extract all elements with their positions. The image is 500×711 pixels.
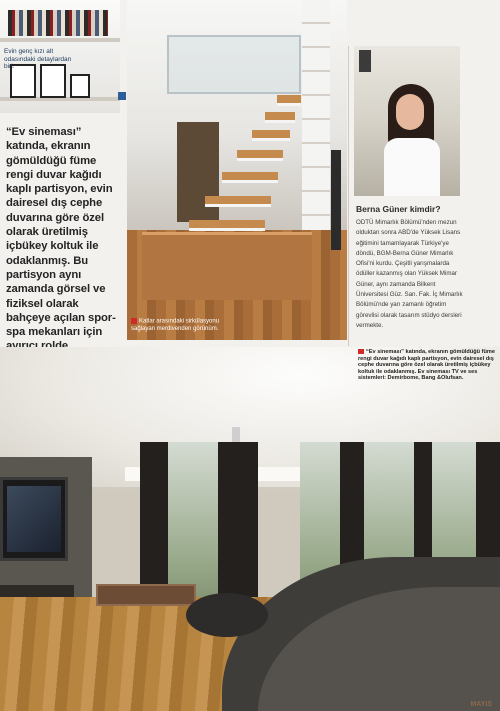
stair-photo-caption	[131, 318, 231, 333]
bio-title: Berna Güner kimdir?	[356, 204, 441, 214]
portrait-face	[396, 94, 424, 130]
round-ottoman	[186, 593, 268, 637]
living-room-photo	[0, 347, 500, 711]
tv-screen	[0, 477, 68, 561]
wall-shelving	[302, 0, 330, 240]
caption-marker	[118, 92, 126, 100]
stair-caption-text: Katlar arasındaki sirkülasyonu sağlayan merdivenden görünüm.	[131, 318, 220, 332]
shelf-board	[0, 38, 120, 42]
pull-quote: “Ev sineması” katında, ekranın gömüldüğü füme rengi duvar kağıdı kaplı partisyon, evin daireseI dış cephe duvarına göre özel olarak üretilmiş içbükey koltuk ile odaklanmış. Bu partisyon aynı zamanda görsel ve fiziksel olarak bahçeye açılan spor-spa mekanları için	[6, 126, 116, 339]
stair-step	[237, 150, 283, 161]
stair-step	[205, 196, 271, 207]
picture-frame	[70, 74, 90, 98]
small-photo-caption: Evin genç kızı alt odasındaki detaylardan biri.	[4, 48, 72, 70]
wall-painting	[359, 50, 371, 72]
caption-marker	[358, 349, 364, 354]
stair-step	[222, 172, 278, 183]
architect-portrait	[354, 46, 460, 196]
room-photo-caption	[358, 349, 496, 382]
bookshelf-books	[8, 10, 108, 36]
stair-step	[189, 220, 265, 231]
glass-balustrade	[167, 35, 301, 94]
tv-display	[7, 486, 61, 552]
floor-speaker	[331, 150, 341, 250]
stair-step	[252, 130, 290, 141]
shelf-photo	[0, 0, 120, 113]
portrait-shirt	[384, 138, 440, 196]
caption-marker	[131, 318, 137, 324]
staircase-photo	[127, 0, 347, 340]
stair-step	[277, 95, 301, 106]
bio-box	[356, 204, 468, 331]
area-rug	[96, 584, 196, 606]
stair-platform	[142, 232, 312, 300]
doorway	[177, 122, 219, 222]
room-caption-text: “Ev sineması” katında, ekranın gömüldüğü füme rengi duvar kağıdı kaplı partisyon, evin dairesel dış cephe duvarına göre özel olarak üretilmiş içbükey koltuk ile odaklanmış. Ev sineması TV ve ses sistemleri: Demirbome, Bang &Olufsan.	[358, 349, 495, 382]
page-footer: MAYIS	[470, 701, 492, 708]
bio-text: ODTÜ Mimarlık Bölümü'nden mezun olduktan sonra ABD'de Yüksek Lisans eğitimini tamamlayarak Türkiye'ye döndü, BGM-Berna Güner Mimarlık Ofisi'ni kurdu. Çeşitli yarışmalarda ödüller kazanmış olan Yüksek Mimar Güner, aynı zamanda Bilkent Üniversitesi Güz. San. Fak. İç Mimarlık Bölümü'nde yarı zamanlı öğretim görevlisi olarak tasarım stüdyo dersleri vermekte.	[356, 219, 463, 329]
stair-step	[265, 112, 295, 123]
column-divider	[348, 46, 349, 346]
